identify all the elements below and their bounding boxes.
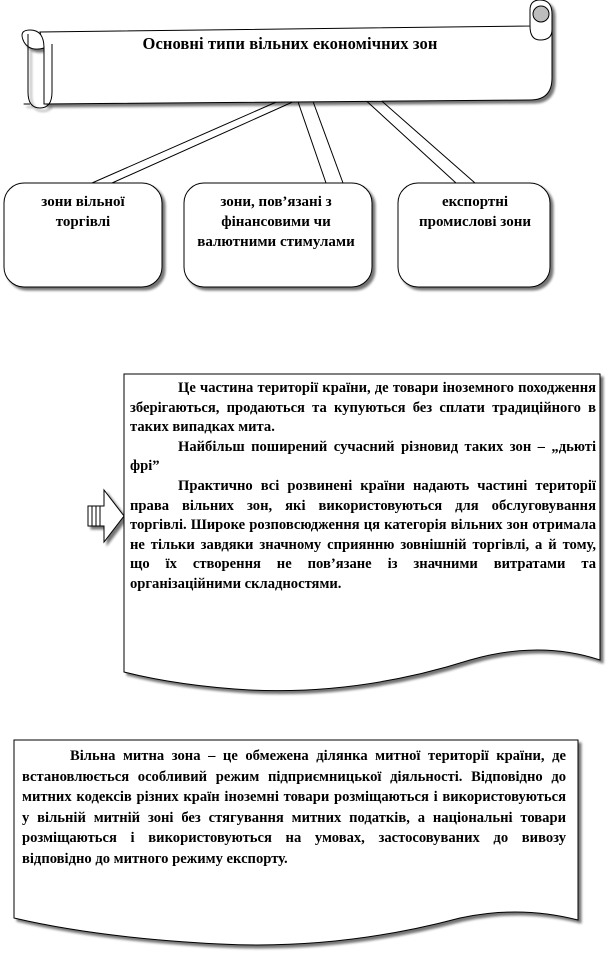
definition-term: Вільна митна зона: [70, 748, 201, 764]
title-scroll-banner: [22, 0, 552, 108]
arrow-right-icon: [88, 490, 124, 542]
connector-zone2-b: [311, 96, 343, 183]
connector-zone3-a: [361, 96, 456, 183]
free-trade-description: [130, 379, 596, 595]
zone-label-financial: зони, пов’язані з фінансовими чи валютними стимулами: [197, 194, 355, 250]
description-paragraph: Найбільш поширений сучасний різновид таких зон – „дьюті фрі”: [130, 438, 596, 475]
scroll-curl-left: [22, 30, 44, 104]
description-paragraph: Практично всі розвинені країни надають частині території права вільних зон, які використовуються для обслуговування торгівлі. Широке розповсюдження ця категорія вільних зон отримала не тільки завдяки значному сприянню зовнішній торгівлі, а й тому, що їх створення не пов’язане із значними витратами та організаційними складностями.: [130, 477, 596, 592]
zone-label-export-industrial: експортні промислові зони: [418, 194, 531, 230]
connector-zone1-a: [92, 96, 290, 183]
connector-lines: [92, 96, 475, 183]
connector-zone2-a: [296, 96, 326, 183]
description-paragraph: Це частина території країни, де товари іноземного походження зберігаються, продаються та купуються без сплати традиційного в таких випадках мита.: [130, 380, 596, 436]
zone-label-free-trade: зони вільної торгівлі: [41, 194, 125, 230]
scroll-curl-right-knob: [533, 6, 549, 22]
definition-text: – це обмежена ділянка митної території країни, де встановлюється особливий режим підприємницької діяльності. Відповідно до митних кодексів різних країн іноземні товари розміщаються і використовуються у вільній митній зоні без стягування митних податків, а національні товари розміщаються і використовуються на умовах, застосовуваних до вивозу відповідно до митного режиму експорту.: [22, 748, 566, 867]
connector-zone3-b: [376, 96, 475, 183]
customs-zone-definition: [22, 746, 566, 870]
banner-title: Основні типи вільних економічних зон: [142, 34, 438, 53]
connector-zone1-b: [112, 96, 306, 183]
definition-paragraph: [22, 746, 566, 870]
